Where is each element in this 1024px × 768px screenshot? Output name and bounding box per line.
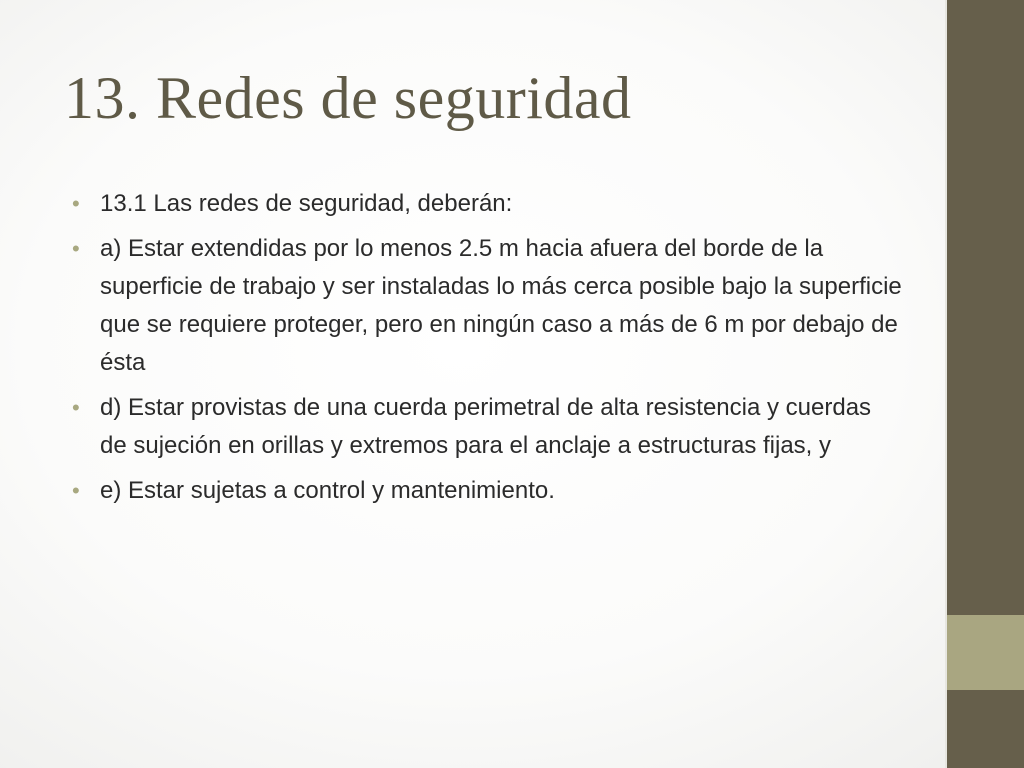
bullet-icon: •: [72, 236, 80, 261]
bullet-text: d) Estar provistas de una cuerda perimetral de alta resistencia y cuerdas de sujeción en orillas y extremos para el anclaje a estructuras fijas, y: [100, 394, 872, 459]
bullet-icon: •: [72, 395, 80, 420]
bullet-text: e) Estar sujetas a control y mantenimiento.: [100, 477, 555, 504]
bullet-list: [72, 185, 902, 517]
bullet-item: [72, 389, 902, 465]
bullet-text: 13.1 Las redes de seguridad, deberán:: [100, 190, 513, 217]
bullet-item: [72, 472, 902, 510]
bullet-icon: •: [72, 191, 80, 216]
bullet-item: [72, 230, 902, 382]
bullet-text: a) Estar extendidas por lo menos 2.5 m hacia afuera del borde de la superficie de trabajo y ser instaladas lo más cerca posible bajo la superficie que se requiere proteger, pero en ningún caso a más de 6 m por debajo de ésta: [100, 235, 902, 376]
bullet-icon: •: [72, 478, 80, 503]
slide-title: 13. Redes de seguridad: [64, 65, 632, 131]
bullet-item: [72, 185, 902, 223]
sidebar-accent-block: [947, 615, 1024, 690]
